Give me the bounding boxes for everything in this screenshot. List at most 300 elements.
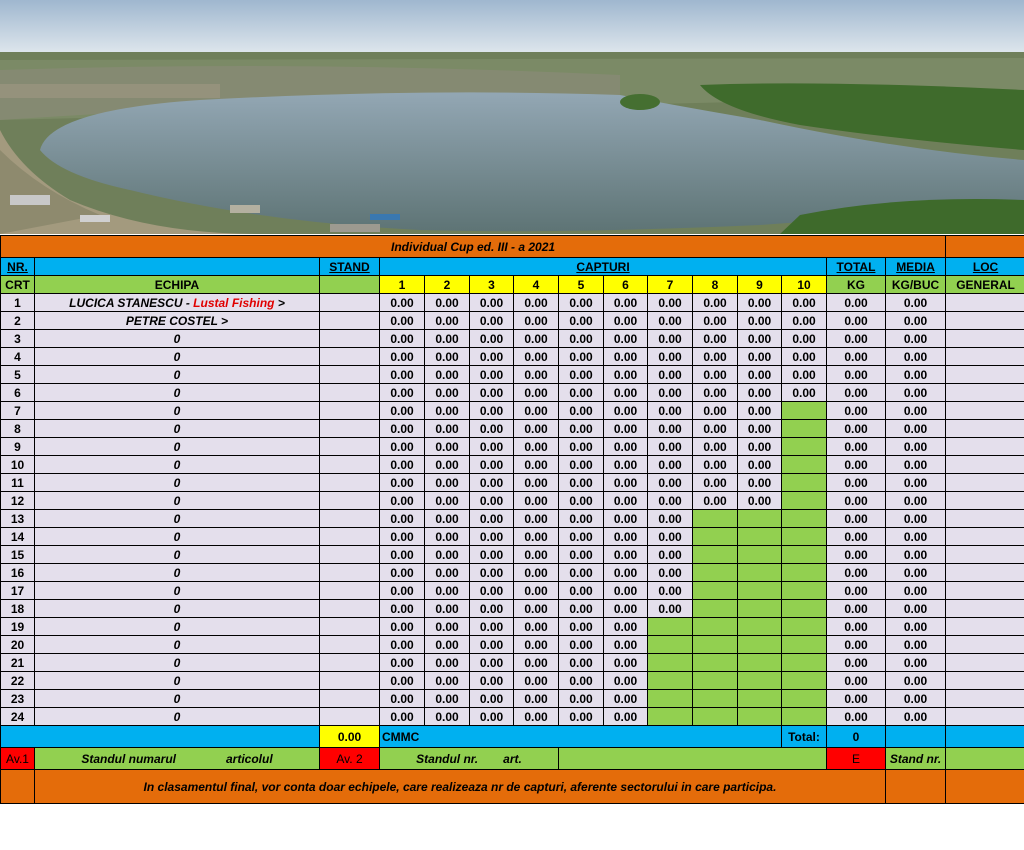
table-row bbox=[1, 294, 1024, 312]
capture-cell[interactable]: 0.00 bbox=[380, 564, 425, 582]
capture-cell-disabled bbox=[782, 510, 827, 528]
capture-cell[interactable]: 0.00 bbox=[470, 456, 514, 474]
stand-cell[interactable] bbox=[320, 582, 380, 600]
capture-cell[interactable]: 0.00 bbox=[559, 672, 604, 690]
capture-cell[interactable]: 0.00 bbox=[604, 438, 648, 456]
team-name bbox=[35, 600, 320, 618]
capture-cell-disabled bbox=[648, 708, 693, 726]
capture-cell[interactable]: 0.00 bbox=[470, 546, 514, 564]
capture-cell[interactable]: 0.00 bbox=[380, 654, 425, 672]
capture-cell[interactable]: 0.00 bbox=[604, 402, 648, 420]
row-number: 19 bbox=[1, 618, 35, 636]
capture-cell[interactable]: 0.00 bbox=[559, 708, 604, 726]
capture-cell[interactable]: 0.00 bbox=[425, 492, 470, 510]
capture-cell[interactable]: 0.00 bbox=[693, 456, 738, 474]
capture-cell[interactable]: 0.00 bbox=[604, 654, 648, 672]
capture-cell[interactable]: 0.00 bbox=[380, 456, 425, 474]
stand-cell[interactable] bbox=[320, 330, 380, 348]
capture-cell[interactable]: 0.00 bbox=[514, 600, 559, 618]
capture-cell[interactable]: 0.00 bbox=[470, 600, 514, 618]
capture-cell[interactable]: 0.00 bbox=[604, 348, 648, 366]
capture-cell[interactable]: 0.00 bbox=[559, 366, 604, 384]
capture-cell[interactable]: 0.00 bbox=[559, 510, 604, 528]
capture-cell[interactable]: 0.00 bbox=[470, 348, 514, 366]
capture-cell[interactable]: 0.00 bbox=[559, 492, 604, 510]
stand-cell[interactable] bbox=[320, 636, 380, 654]
capture-cell[interactable]: 0.00 bbox=[470, 690, 514, 708]
total-kg-cell: 0.00 bbox=[827, 546, 886, 564]
media-cell: 0.00 bbox=[886, 564, 946, 582]
capture-cell[interactable]: 0.00 bbox=[425, 600, 470, 618]
capture-cell[interactable]: 0.00 bbox=[648, 582, 693, 600]
capture-cell[interactable]: 0.00 bbox=[604, 564, 648, 582]
capture-cell[interactable]: 0.00 bbox=[738, 384, 782, 402]
capture-cell[interactable]: 0.00 bbox=[738, 438, 782, 456]
capture-cell[interactable]: 0.00 bbox=[514, 654, 559, 672]
capture-cell[interactable]: 0.00 bbox=[604, 582, 648, 600]
media-cell: 0.00 bbox=[886, 348, 946, 366]
capture-cell[interactable]: 0.00 bbox=[604, 492, 648, 510]
table-row bbox=[1, 618, 1024, 636]
capture-cell[interactable]: 0.00 bbox=[425, 636, 470, 654]
capture-cell[interactable]: 0.00 bbox=[738, 474, 782, 492]
capture-cell[interactable]: 0.00 bbox=[470, 438, 514, 456]
table-row bbox=[1, 708, 1024, 726]
loc-general-cell bbox=[946, 438, 1024, 456]
capture-cell[interactable]: 0.00 bbox=[604, 618, 648, 636]
capture-cell[interactable]: 0.00 bbox=[380, 384, 425, 402]
capture-cell[interactable]: 0.00 bbox=[648, 330, 693, 348]
capture-cell[interactable]: 0.00 bbox=[380, 690, 425, 708]
capture-cell[interactable]: 0.00 bbox=[380, 402, 425, 420]
row-number: 24 bbox=[1, 708, 35, 726]
loc-general-cell bbox=[946, 672, 1024, 690]
capture-cell[interactable]: 0.00 bbox=[559, 618, 604, 636]
media-cell: 0.00 bbox=[886, 474, 946, 492]
capture-cell[interactable]: 0.00 bbox=[425, 330, 470, 348]
capture-cell[interactable]: 0.00 bbox=[604, 474, 648, 492]
capture-cell[interactable]: 0.00 bbox=[693, 294, 738, 312]
loc-general-cell bbox=[946, 492, 1024, 510]
capture-cell[interactable]: 0.00 bbox=[514, 474, 559, 492]
capture-cell[interactable]: 0.00 bbox=[425, 474, 470, 492]
capture-cell[interactable]: 0.00 bbox=[514, 348, 559, 366]
capture-cell[interactable]: 0.00 bbox=[648, 420, 693, 438]
capture-cell[interactable]: 0.00 bbox=[559, 528, 604, 546]
capture-cell[interactable]: 0.00 bbox=[559, 546, 604, 564]
lake-aerial-photo bbox=[0, 0, 1024, 234]
capture-cell[interactable]: 0.00 bbox=[559, 474, 604, 492]
total-kg-cell: 0.00 bbox=[827, 600, 886, 618]
capture-cell[interactable]: 0.00 bbox=[604, 510, 648, 528]
standul-nr-text: Standul nr. bbox=[416, 751, 479, 766]
capture-cell[interactable]: 0.00 bbox=[425, 528, 470, 546]
capture-cell[interactable]: 0.00 bbox=[425, 690, 470, 708]
capture-cell[interactable]: 0.00 bbox=[693, 384, 738, 402]
capture-cell[interactable]: 0.00 bbox=[470, 564, 514, 582]
total-kg-cell: 0.00 bbox=[827, 672, 886, 690]
capture-cell[interactable]: 0.00 bbox=[380, 438, 425, 456]
capture-cell[interactable]: 0.00 bbox=[738, 420, 782, 438]
capture-cell[interactable]: 0.00 bbox=[559, 600, 604, 618]
stand-cell[interactable] bbox=[320, 546, 380, 564]
team-name bbox=[35, 618, 320, 636]
capture-cell[interactable]: 0.00 bbox=[738, 294, 782, 312]
capture-cell[interactable]: 0.00 bbox=[514, 672, 559, 690]
capture-cell[interactable]: 0.00 bbox=[604, 330, 648, 348]
capture-cell[interactable]: 0.00 bbox=[693, 330, 738, 348]
capture-cell[interactable]: 0.00 bbox=[514, 564, 559, 582]
capture-cell[interactable]: 0.00 bbox=[470, 312, 514, 330]
capture-cell[interactable]: 0.00 bbox=[380, 618, 425, 636]
stand-cell[interactable] bbox=[320, 618, 380, 636]
stand-cell[interactable] bbox=[320, 294, 380, 312]
loc-general-cell bbox=[946, 384, 1024, 402]
capture-cell[interactable]: 0.00 bbox=[604, 546, 648, 564]
capture-cell-disabled bbox=[738, 708, 782, 726]
capture-cell[interactable]: 0.00 bbox=[559, 456, 604, 474]
stand-cell[interactable] bbox=[320, 402, 380, 420]
capture-cell[interactable]: 0.00 bbox=[514, 330, 559, 348]
capture-cell[interactable]: 0.00 bbox=[693, 312, 738, 330]
art-text: art. bbox=[503, 751, 522, 766]
capture-cell[interactable]: 0.00 bbox=[380, 366, 425, 384]
capture-cell[interactable]: 0.00 bbox=[470, 618, 514, 636]
capture-cell[interactable]: 0.00 bbox=[693, 438, 738, 456]
table-row bbox=[1, 600, 1024, 618]
loc-general-cell bbox=[946, 636, 1024, 654]
capture-cell[interactable]: 0.00 bbox=[425, 312, 470, 330]
title-blank bbox=[946, 236, 1024, 258]
row-number: 5 bbox=[1, 366, 35, 384]
stand-cell[interactable] bbox=[320, 384, 380, 402]
table-row bbox=[1, 528, 1024, 546]
table-row bbox=[1, 654, 1024, 672]
capture-cell[interactable]: 0.00 bbox=[425, 420, 470, 438]
capture-cell[interactable]: 0.00 bbox=[470, 654, 514, 672]
capture-cell[interactable]: 0.00 bbox=[648, 294, 693, 312]
capture-cell[interactable]: 0.00 bbox=[693, 366, 738, 384]
capture-col-header: 5 bbox=[559, 276, 604, 294]
capture-cell[interactable]: 0.00 bbox=[425, 510, 470, 528]
capture-cell[interactable]: 0.00 bbox=[648, 510, 693, 528]
capture-cell[interactable]: 0.00 bbox=[470, 636, 514, 654]
capture-cell[interactable]: 0.00 bbox=[559, 564, 604, 582]
team-name-text: 0 bbox=[173, 367, 181, 382]
capture-cell[interactable]: 0.00 bbox=[604, 636, 648, 654]
capture-cell[interactable]: 0.00 bbox=[782, 348, 827, 366]
capture-cell[interactable]: 0.00 bbox=[604, 672, 648, 690]
media-cell: 0.00 bbox=[886, 384, 946, 402]
capture-cell[interactable]: 0.00 bbox=[559, 348, 604, 366]
stand-cell[interactable] bbox=[320, 348, 380, 366]
cmmc-label: CMMC bbox=[380, 726, 782, 748]
capture-cell[interactable]: 0.00 bbox=[738, 492, 782, 510]
footer-green-blank bbox=[559, 748, 827, 770]
capture-cell[interactable]: 0.00 bbox=[425, 366, 470, 384]
capture-cell[interactable]: 0.00 bbox=[514, 636, 559, 654]
capture-cell[interactable]: 0.00 bbox=[782, 384, 827, 402]
capture-cell[interactable]: 0.00 bbox=[380, 492, 425, 510]
capture-cell[interactable]: 0.00 bbox=[380, 294, 425, 312]
capture-cell[interactable]: 0.00 bbox=[425, 582, 470, 600]
capture-cell[interactable]: 0.00 bbox=[559, 420, 604, 438]
capture-cell[interactable]: 0.00 bbox=[559, 330, 604, 348]
capture-cell[interactable]: 0.00 bbox=[425, 618, 470, 636]
row-number: 1 bbox=[1, 294, 35, 312]
capture-cell[interactable]: 0.00 bbox=[514, 366, 559, 384]
media-cell: 0.00 bbox=[886, 672, 946, 690]
loc-general-cell bbox=[946, 690, 1024, 708]
capture-cell[interactable]: 0.00 bbox=[604, 312, 648, 330]
loc-general-cell bbox=[946, 366, 1024, 384]
team-name-text: LUCICA STANESCU - bbox=[69, 295, 194, 310]
media-cell: 0.00 bbox=[886, 312, 946, 330]
capture-cell[interactable]: 0.00 bbox=[470, 474, 514, 492]
capture-cell[interactable]: 0.00 bbox=[380, 708, 425, 726]
stand-cell[interactable] bbox=[320, 564, 380, 582]
capture-cell[interactable]: 0.00 bbox=[648, 474, 693, 492]
capture-cell[interactable]: 0.00 bbox=[514, 708, 559, 726]
capture-cell[interactable]: 0.00 bbox=[380, 600, 425, 618]
crt-header: CRT bbox=[1, 276, 35, 294]
capture-cell[interactable]: 0.00 bbox=[738, 330, 782, 348]
capture-cell[interactable]: 0.00 bbox=[470, 294, 514, 312]
loc-general-cell bbox=[946, 600, 1024, 618]
capture-cell[interactable]: 0.00 bbox=[380, 636, 425, 654]
capture-cell[interactable]: 0.00 bbox=[604, 600, 648, 618]
loc-general-cell bbox=[946, 420, 1024, 438]
capture-cell[interactable]: 0.00 bbox=[470, 672, 514, 690]
capture-cell[interactable]: 0.00 bbox=[514, 582, 559, 600]
capturi-header: CAPTURI bbox=[380, 258, 827, 276]
capture-cell[interactable]: 0.00 bbox=[514, 384, 559, 402]
capture-col-header: 10 bbox=[782, 276, 827, 294]
capture-cell[interactable]: 0.00 bbox=[380, 528, 425, 546]
capture-cell[interactable]: 0.00 bbox=[514, 690, 559, 708]
loc-header: LOC bbox=[946, 258, 1024, 276]
capture-cell[interactable]: 0.00 bbox=[514, 492, 559, 510]
capture-cell[interactable]: 0.00 bbox=[425, 546, 470, 564]
capture-col-header: 1 bbox=[380, 276, 425, 294]
total-kg-cell: 0.00 bbox=[827, 456, 886, 474]
nr-header: NR. bbox=[1, 258, 35, 276]
loc-general-cell bbox=[946, 294, 1024, 312]
team-name bbox=[35, 420, 320, 438]
capture-cell[interactable]: 0.00 bbox=[559, 582, 604, 600]
capture-cell[interactable]: 0.00 bbox=[648, 546, 693, 564]
capture-cell[interactable]: 0.00 bbox=[559, 384, 604, 402]
capture-cell[interactable]: 0.00 bbox=[380, 672, 425, 690]
stand-cell[interactable] bbox=[320, 510, 380, 528]
capture-cell[interactable]: 0.00 bbox=[648, 492, 693, 510]
capture-cell[interactable]: 0.00 bbox=[380, 330, 425, 348]
capture-cell-disabled bbox=[782, 564, 827, 582]
media-cell: 0.00 bbox=[886, 582, 946, 600]
capture-cell[interactable]: 0.00 bbox=[604, 420, 648, 438]
capture-cell[interactable]: 0.00 bbox=[425, 564, 470, 582]
team-name bbox=[35, 528, 320, 546]
capture-cell[interactable]: 0.00 bbox=[425, 348, 470, 366]
capture-cell[interactable]: 0.00 bbox=[470, 582, 514, 600]
capture-cell[interactable]: 0.00 bbox=[648, 348, 693, 366]
capture-cell[interactable]: 0.00 bbox=[738, 456, 782, 474]
capture-cell[interactable]: 0.00 bbox=[425, 672, 470, 690]
capture-cell[interactable]: 0.00 bbox=[738, 402, 782, 420]
capture-cell[interactable]: 0.00 bbox=[782, 312, 827, 330]
capture-cell[interactable]: 0.00 bbox=[380, 312, 425, 330]
loc-general-cell bbox=[946, 708, 1024, 726]
capture-cell[interactable]: 0.00 bbox=[648, 528, 693, 546]
capture-cell[interactable]: 0.00 bbox=[470, 510, 514, 528]
capture-cell[interactable]: 0.00 bbox=[604, 294, 648, 312]
capture-cell[interactable]: 0.00 bbox=[380, 474, 425, 492]
capture-cell[interactable]: 0.00 bbox=[604, 456, 648, 474]
echipa-header-blank bbox=[35, 258, 320, 276]
stand-cell[interactable] bbox=[320, 654, 380, 672]
capture-cell[interactable]: 0.00 bbox=[648, 366, 693, 384]
capture-cell[interactable]: 0.00 bbox=[559, 636, 604, 654]
team-club: Lustal Fishing bbox=[193, 295, 275, 310]
capture-cell[interactable]: 0.00 bbox=[604, 690, 648, 708]
capture-cell[interactable]: 0.00 bbox=[470, 492, 514, 510]
capture-cell[interactable]: 0.00 bbox=[425, 438, 470, 456]
capture-cell-disabled bbox=[738, 690, 782, 708]
stand-cell[interactable] bbox=[320, 438, 380, 456]
capture-cell[interactable]: 0.00 bbox=[380, 582, 425, 600]
capture-cell[interactable]: 0.00 bbox=[425, 294, 470, 312]
capture-cell-disabled bbox=[782, 672, 827, 690]
capture-cell[interactable]: 0.00 bbox=[559, 438, 604, 456]
capture-cell-disabled bbox=[738, 564, 782, 582]
media-cell: 0.00 bbox=[886, 690, 946, 708]
row-number: 18 bbox=[1, 600, 35, 618]
capture-cell[interactable]: 0.00 bbox=[559, 654, 604, 672]
capture-cell[interactable]: 0.00 bbox=[470, 384, 514, 402]
team-name bbox=[35, 330, 320, 348]
media-cell: 0.00 bbox=[886, 420, 946, 438]
capture-cell[interactable]: 0.00 bbox=[559, 690, 604, 708]
capture-cell[interactable]: 0.00 bbox=[693, 492, 738, 510]
stand-cell[interactable] bbox=[320, 474, 380, 492]
team-name-text: 0 bbox=[173, 493, 181, 508]
stand-cell[interactable] bbox=[320, 366, 380, 384]
capture-cell[interactable]: 0.00 bbox=[514, 312, 559, 330]
capture-cell[interactable]: 0.00 bbox=[514, 546, 559, 564]
capture-cell[interactable]: 0.00 bbox=[782, 330, 827, 348]
capture-cell[interactable]: 0.00 bbox=[559, 294, 604, 312]
capture-cell[interactable]: 0.00 bbox=[425, 708, 470, 726]
table-row bbox=[1, 438, 1024, 456]
capture-cell[interactable]: 0.00 bbox=[782, 366, 827, 384]
capture-cell[interactable]: 0.00 bbox=[470, 528, 514, 546]
echipa-header: ECHIPA bbox=[35, 276, 320, 294]
capture-cell[interactable]: 0.00 bbox=[470, 420, 514, 438]
stand-cell[interactable] bbox=[320, 690, 380, 708]
capture-cell[interactable]: 0.00 bbox=[514, 438, 559, 456]
capture-cell[interactable]: 0.00 bbox=[604, 384, 648, 402]
team-name-text: 0 bbox=[173, 619, 181, 634]
team-name-text: 0 bbox=[173, 709, 181, 724]
capture-col-header: 8 bbox=[693, 276, 738, 294]
capture-cell[interactable]: 0.00 bbox=[604, 366, 648, 384]
stand-cell[interactable] bbox=[320, 456, 380, 474]
stand-cell[interactable] bbox=[320, 672, 380, 690]
capture-cell[interactable]: 0.00 bbox=[648, 384, 693, 402]
capture-cell[interactable]: 0.00 bbox=[380, 420, 425, 438]
capture-cell[interactable]: 0.00 bbox=[648, 564, 693, 582]
capture-cell[interactable]: 0.00 bbox=[693, 402, 738, 420]
capture-cell[interactable]: 0.00 bbox=[380, 510, 425, 528]
capture-cell[interactable]: 0.00 bbox=[604, 708, 648, 726]
media-cell: 0.00 bbox=[886, 294, 946, 312]
capture-cell[interactable]: 0.00 bbox=[648, 600, 693, 618]
team-name bbox=[35, 492, 320, 510]
capture-cell[interactable]: 0.00 bbox=[648, 438, 693, 456]
stand-cell[interactable] bbox=[320, 492, 380, 510]
media-cell: 0.00 bbox=[886, 438, 946, 456]
capture-cell-disabled bbox=[782, 600, 827, 618]
capture-cell[interactable]: 0.00 bbox=[425, 654, 470, 672]
capture-cell[interactable]: 0.00 bbox=[693, 420, 738, 438]
capture-cell[interactable]: 0.00 bbox=[470, 402, 514, 420]
capture-cell[interactable]: 0.00 bbox=[425, 402, 470, 420]
capture-cell[interactable]: 0.00 bbox=[380, 546, 425, 564]
stand-cell[interactable] bbox=[320, 420, 380, 438]
capture-cell[interactable]: 0.00 bbox=[559, 402, 604, 420]
capture-cell[interactable]: 0.00 bbox=[648, 456, 693, 474]
stand-cell[interactable] bbox=[320, 600, 380, 618]
capture-cell[interactable]: 0.00 bbox=[514, 510, 559, 528]
capture-cell[interactable]: 0.00 bbox=[514, 456, 559, 474]
row-number: 15 bbox=[1, 546, 35, 564]
stand-cell[interactable] bbox=[320, 708, 380, 726]
kgbuc-header: KG/BUC bbox=[886, 276, 946, 294]
stand-cell[interactable] bbox=[320, 312, 380, 330]
capture-cell[interactable]: 0.00 bbox=[693, 474, 738, 492]
capture-cell[interactable]: 0.00 bbox=[425, 384, 470, 402]
capture-cell[interactable]: 0.00 bbox=[648, 402, 693, 420]
capture-cell[interactable]: 0.00 bbox=[514, 420, 559, 438]
capture-cell[interactable]: 0.00 bbox=[782, 294, 827, 312]
capture-cell[interactable]: 0.00 bbox=[693, 348, 738, 366]
capture-cell[interactable]: 0.00 bbox=[738, 348, 782, 366]
capture-cell[interactable]: 0.00 bbox=[604, 528, 648, 546]
av1-label: Av.1 bbox=[1, 748, 35, 770]
capture-cell[interactable]: 0.00 bbox=[514, 402, 559, 420]
capture-cell[interactable]: 0.00 bbox=[380, 348, 425, 366]
capture-cell[interactable]: 0.00 bbox=[425, 456, 470, 474]
capture-cell[interactable]: 0.00 bbox=[514, 294, 559, 312]
capture-cell[interactable]: 0.00 bbox=[648, 312, 693, 330]
capture-cell[interactable]: 0.00 bbox=[470, 366, 514, 384]
capture-cell[interactable]: 0.00 bbox=[514, 618, 559, 636]
capture-cell[interactable]: 0.00 bbox=[559, 312, 604, 330]
loc-general-cell bbox=[946, 312, 1024, 330]
stand-cell[interactable] bbox=[320, 528, 380, 546]
capture-cell-disabled bbox=[738, 582, 782, 600]
capture-cell-disabled bbox=[782, 528, 827, 546]
footer-row bbox=[1, 748, 1024, 770]
av2-label: Av. 2 bbox=[320, 748, 380, 770]
capture-cell[interactable]: 0.00 bbox=[470, 330, 514, 348]
row-number: 6 bbox=[1, 384, 35, 402]
loc-general-cell bbox=[946, 654, 1024, 672]
capture-cell[interactable]: 0.00 bbox=[514, 528, 559, 546]
capture-cell[interactable]: 0.00 bbox=[738, 366, 782, 384]
capture-cell[interactable]: 0.00 bbox=[470, 708, 514, 726]
capture-cell[interactable]: 0.00 bbox=[738, 312, 782, 330]
